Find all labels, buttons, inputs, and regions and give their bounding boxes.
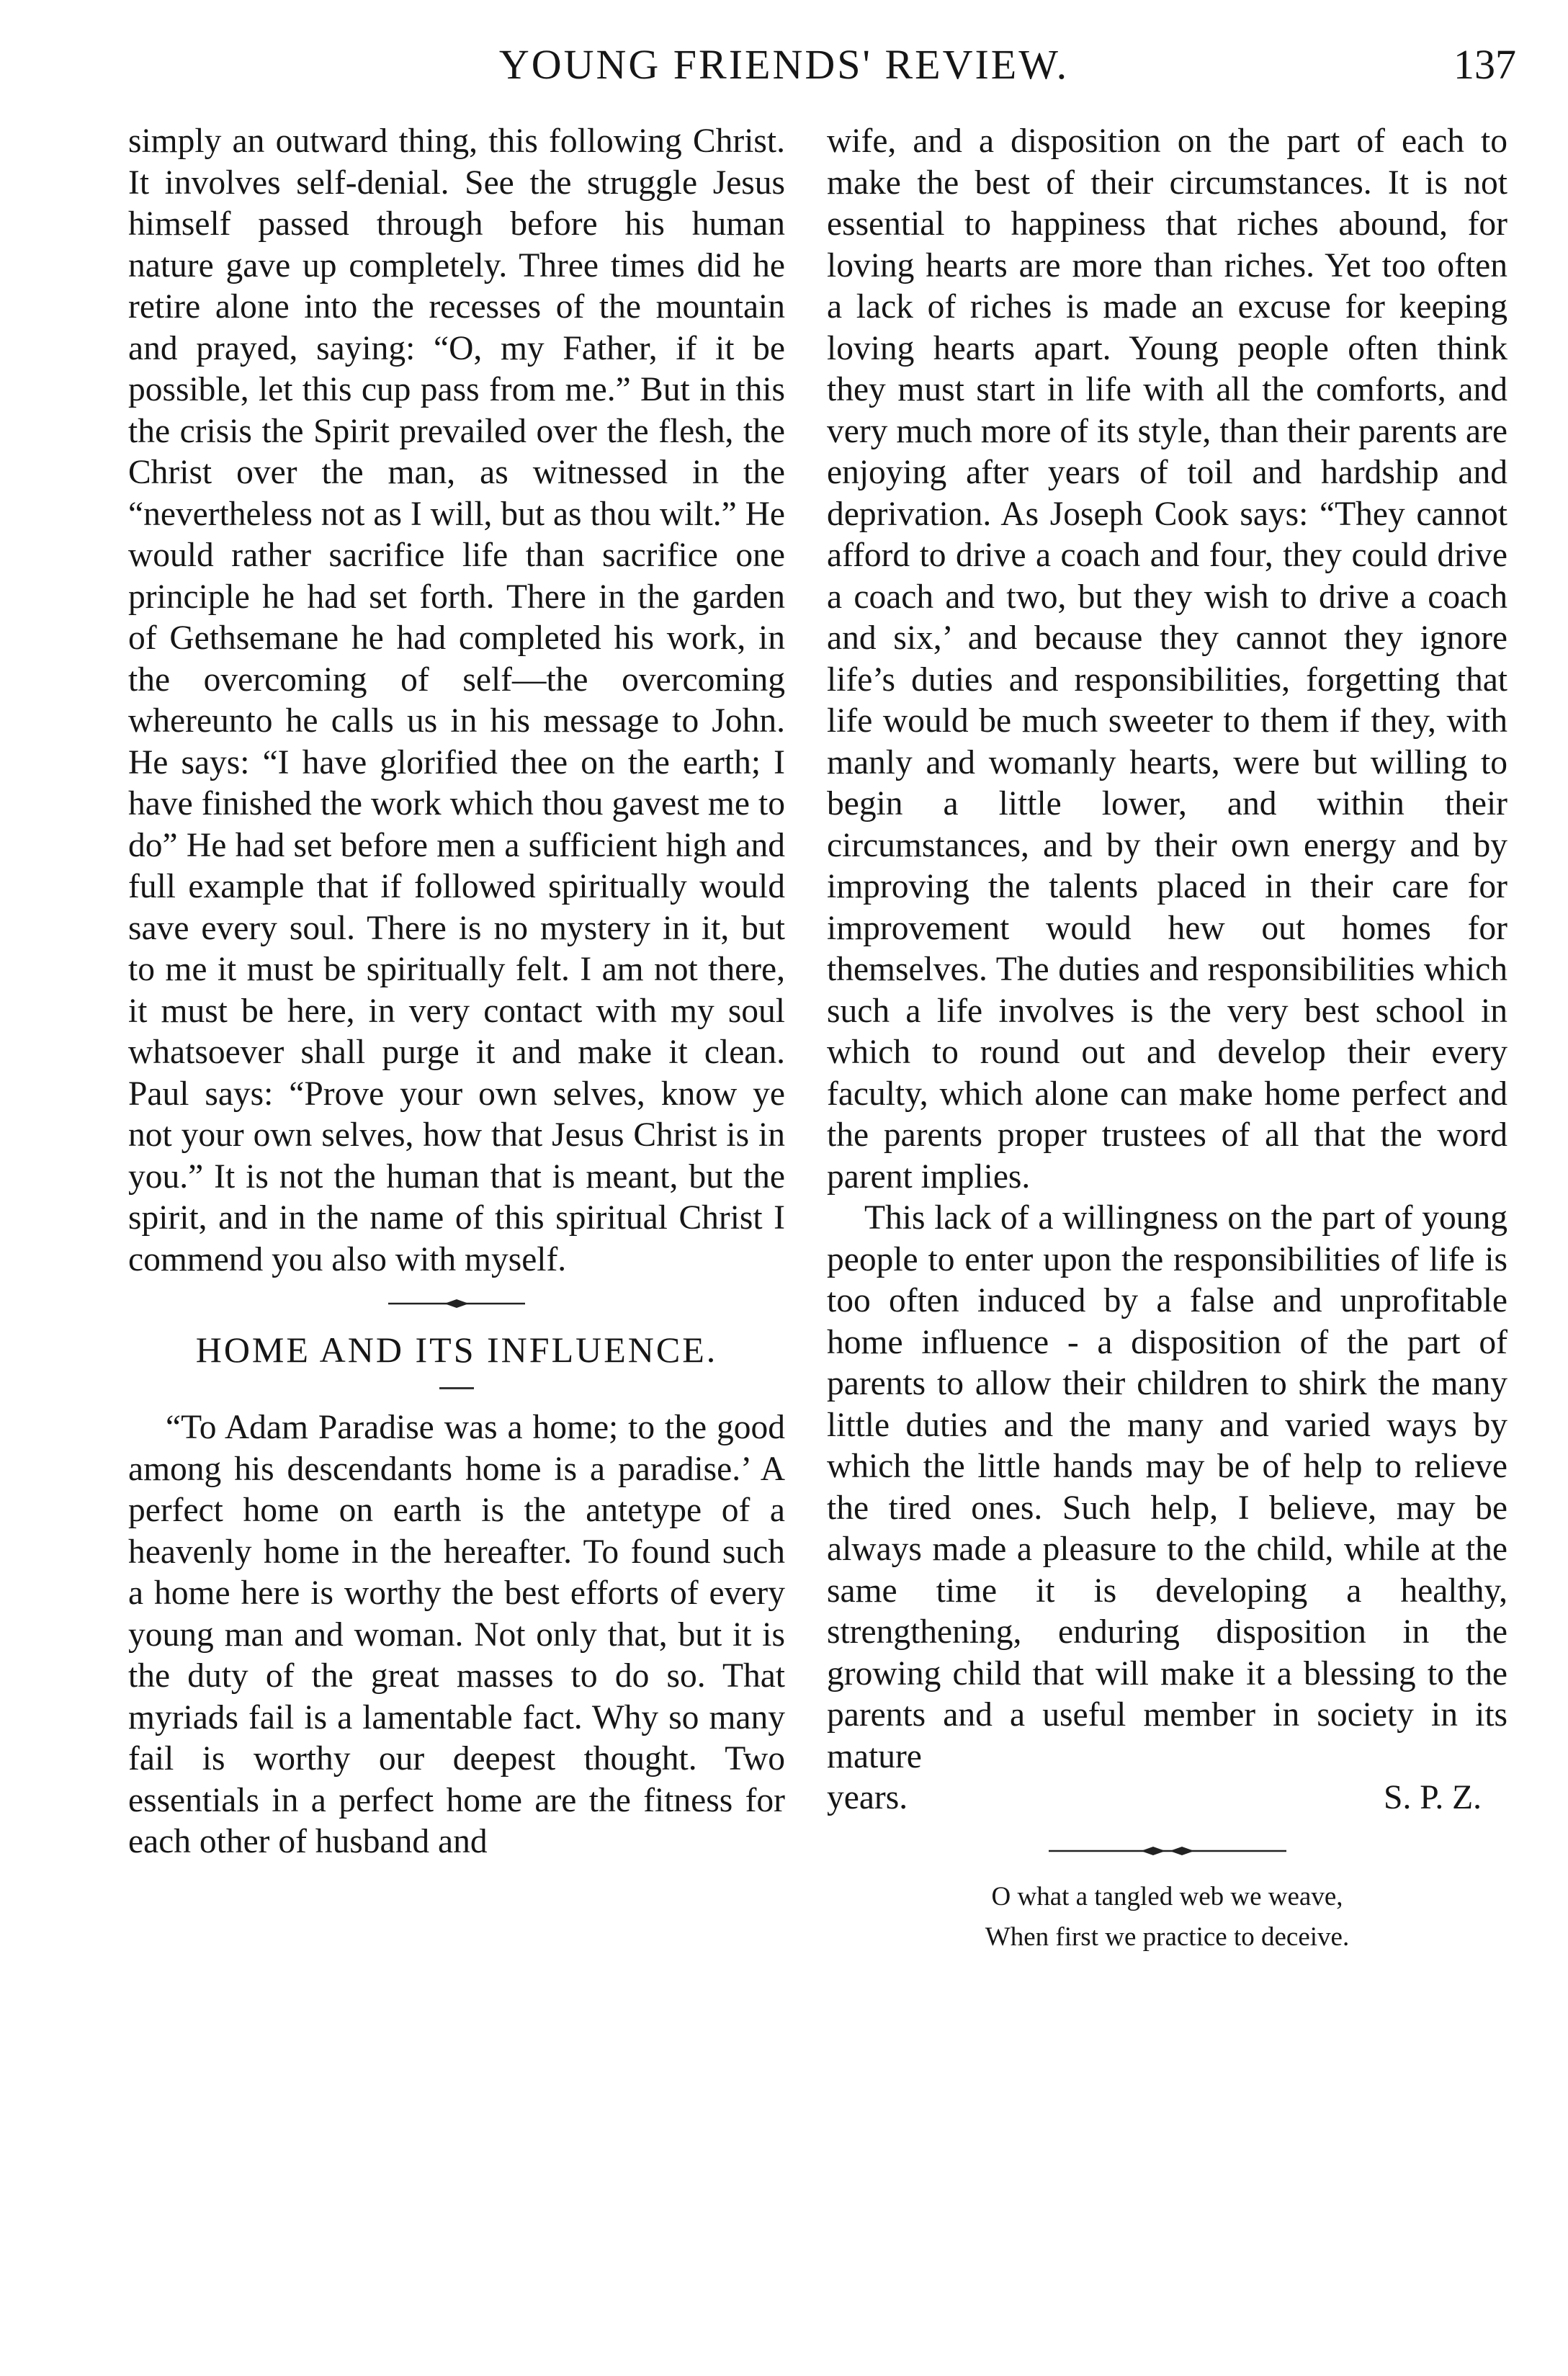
signature-line (827, 1777, 1507, 1819)
running-head (0, 36, 1568, 101)
section-divider (128, 1291, 785, 1319)
ornamental-rule-icon (388, 1296, 525, 1311)
section-title: HOME AND ITS INFLUENCE. (195, 1330, 718, 1370)
verse-divider (827, 1838, 1507, 1867)
closing-verse (827, 1877, 1507, 1958)
verse-line: O what a tangled web we weave, (991, 1881, 1343, 1911)
right-column (827, 121, 1507, 1958)
verse-line: When first we practice to deceive. (985, 1922, 1350, 1952)
home-influence-paragraph: wife, and a disposition on the part of each to make the best of their circumstances. It is not essential to happiness that riches abound, for loving hearts are more than riches. Yet too often a lack of riches is made an excuse for keeping loving hearts apart. Young people often think they must start in life with all the comforts, and very much more of its style, than their parents are enjoying after years of toil and hardship and deprivation. As Joseph Cook says: “They cannot afford to drive a coach and four, they could drive a coach and two, but they wish to drive a coach and six,’ and because they cannot they ignore life’s duties and responsibilities, forgetting that life would be much sweeter to them if they, with manly and womanly hearts, were but willing to begin a little lower, and within their circumstances, and by their own energy and by improving the talents placed in their care for improvement would hew out homes for themselves. The duties and responsibilities which such a life involves is the very best school in which to round out and develop their every faculty, which alone can make home perfect and the parents proper trustees of all that the word parent implies. (827, 122, 1507, 1196)
title-dash (128, 1373, 785, 1407)
author-signature: S. P. Z. (1384, 1779, 1482, 1816)
left-column (128, 121, 785, 1863)
home-influence-closing-paragraph: This lack of a willingness on the part of young people to enter upon the responsibilities of life is too often induced by a false and unprofitable home influence - a disposition of the part of parents to allow their children to shirk the many little duties and the many and varied ways by which the little hands may be of help to relieve the tired ones. Such help, I believe, may be always made a pleasure to the child, while at the same time it is developing a healthy, strengthening, enduring disposition in the growing child that will make it a blessing to the parents and a useful member in society in its mature (827, 1199, 1507, 1775)
running-title: YOUNG FRIENDS' REVIEW. (498, 41, 1070, 88)
article-continuation-paragraph: simply an outward thing, this following Christ. It involves self-denial. See the struggle Jesus himself passed through before his human nature gave up completely. Three times did he retire alone into the recesses of the mountain and prayed, saying: “O, my Father, if it be possible, let this cup pass from me.” But in this the crisis the Spirit prevailed over the flesh, the Christ over the man, as witnessed in the “nevertheless not as I will, but as thou wilt.” He would rather sacrifice life than sacrifice one principle he had set forth. There in the garden of Gethsemane he had completed his work, in the overcoming of self—the overcoming whereunto he calls us in his message to John. He says: “I have glorified thee on the earth; I have finished the work which thou gavest me to do” He had set before men a sufficient high and full example that if followed spiritually would save every soul. There is no mystery in it, but to me it must be spiritually felt. I am not there, it must be here, in very contact with my soul whatsoever shall purge it and make it clean. Paul says: “Prove your own selves, know ye not your own selves, how that Jesus Christ is in you.” It is not the human that is meant, but the spirit, and in the name of this spiritual Christ I commend you also with myself. (128, 122, 785, 1278)
closing-word: years. (827, 1779, 908, 1816)
page-number: 137 (1453, 41, 1516, 88)
home-influence-opening-paragraph: “To Adam Paradise was a home; to the good among his descendants home is a paradise.’ A perfect home on earth is the antetype of a heavenly home in the hereafter. To found such a home here is worthy the best efforts of every young man and woman. Not only that, but it is the duty of the great masses to do so. That myriads fail is a lamentable fact. Why so many fail is worthy our deepest thought. Two essentials in a perfect home are the fitness for each other of husband and (128, 1409, 785, 1860)
ornamental-rule-icon (1049, 1844, 1286, 1858)
